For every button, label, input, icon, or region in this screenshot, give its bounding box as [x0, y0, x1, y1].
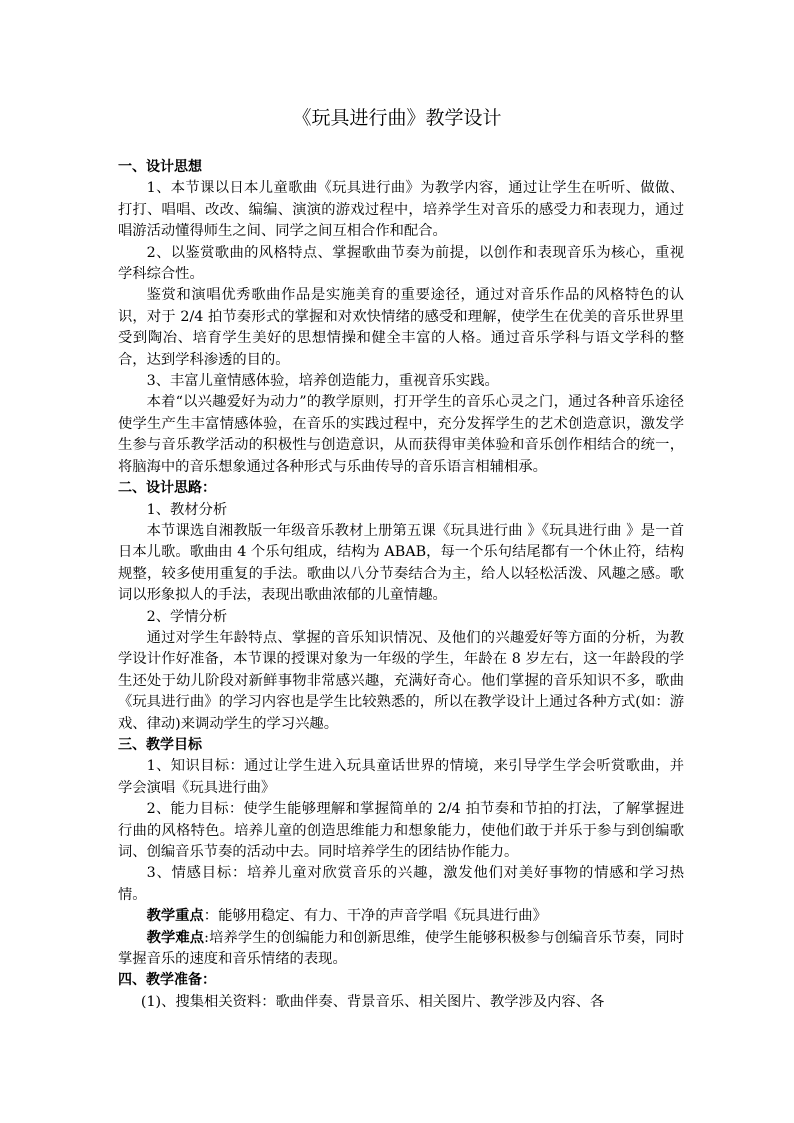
paragraph: 2、以鉴赏歌曲的风格特点、掌握歌曲节奏为前提，以创作和表现音乐为核心，重视学科综合性。: [118, 244, 684, 283]
paragraph: 鉴赏和演唱优秀歌曲作品是实施美育的重要途径，通过对音乐作品的风格特色的认识，对于 2/4 拍节奏形式的掌握和对欢快情绪的感受和理解，使学生在优美的音乐世界里受到陶冶、培育学生美好的思想情操和健全丰富的人格。通过音乐学科与语文学科的整合，达到学科渗透的目的。: [118, 287, 684, 368]
sub-heading: 1、教材分析: [146, 501, 228, 518]
key-point-text: ：能够用稳定、有力、干净的声音学唱《玩具进行曲》: [203, 908, 547, 925]
paragraph: 3、丰富儿童情感体验，培养创造能力，重视音乐实践。: [146, 373, 499, 390]
paragraph: 2、能力目标：使学生能够理解和掌握简单的 2/4 拍节奏和节拍的打法，了解掌握进行曲的风格特色。培养儿童的创造思维能力和想象能力，使他们敢于并乐于参与到创编歌词、创编音乐节奏的活动中去。同时培养学生的团结协作能力。: [118, 801, 684, 860]
paragraph: 1、本节课以日本儿童歌曲《玩具进行曲》为教学内容，通过让学生在听听、做做、打打、唱唱、改改、编编、演演的游戏过程中，培养学生对音乐的感受力和表现力，通过唱游活动懂得师生之间、同学之间互相合作和配合。: [118, 180, 684, 240]
document-title: 《玩具进行曲》教学设计: [292, 107, 502, 129]
document-body: [118, 157, 684, 1013]
paragraph: 本节课选自湘教版一年级音乐教材上册第五课《玩具进行曲 》《玩具进行曲 》是一首日本儿歌。歌曲由 4 个乐句组成，结构为 ABAB，每一个乐句结尾都有一个休止符，结构规整，较多使用重复的手法。歌曲以八分节奏结合为主，给人以轻松活泼、风趣之感。歌词以形象拟人的手法，表现出歌曲浓郁的儿童情趣。: [118, 522, 684, 604]
difficulty-label: 教学难点: [146, 929, 205, 946]
paragraph: 3、情感目标：培养儿童对欣赏音乐的兴趣，激发他们对美好事物的情感和学习热情。: [118, 865, 684, 903]
paragraph: 1、知识目标：通过让学生进入玩具童话世界的情境，来引导学生学会听赏歌曲，并学会演唱《玩具进行曲》: [118, 758, 684, 796]
paragraph: 通过对学生年龄特点、掌握的音乐知识情况、及他们的兴趣爱好等方面的分析，为教学设计作好准备，本节课的授课对象为一年级的学生，年龄在 8 岁左右，这一年龄段的学生还处于幼儿阶段对新鲜事物非常感兴趣，充满好奇心。他们掌握的音乐知识不多，歌曲《玩具进行曲》的学习内容也是学生比较熟悉的，所以在教学设计上通过各种方式(如：游戏、律动)来调动学生的学习兴趣。: [118, 629, 684, 732]
difficulty-text: :培养学生的创编能力和创新思维，使学生能够积极参与创编音乐节奏，同时掌握音乐的速度和音乐情绪的表现。: [118, 929, 684, 968]
key-point-paragraph: [118, 906, 684, 927]
section-heading-2: 二、设计思路：: [118, 480, 216, 497]
sub-heading: 2、学情分析: [146, 608, 228, 625]
paragraph: 本着“以兴趣爱好为动力”的教学原则，打开学生的音乐心灵之门，通过各种音乐途径使学生产生丰富情感体验，在音乐的实践过程中，充分发挥学生的艺术创造意识，激发学生参与音乐教学活动的积极性与创造意识，从而获得审美体验和音乐创作相结合的统一，将脑海中的音乐想象通过各种形式与乐曲传导的音乐语言相辅相承。: [118, 394, 684, 475]
difficulty-paragraph: [118, 928, 684, 971]
section-heading-4: 四、教学准备：: [118, 972, 216, 989]
section-heading-3: 三、教学目标: [118, 736, 202, 753]
paragraph: (1)、搜集相关资料：歌曲伴奏、背景音乐、相关图片、教学涉及内容、各: [140, 993, 605, 1010]
key-point-label: 教学重点: [146, 908, 204, 925]
section-heading-1: 一、设计思想: [118, 159, 202, 175]
